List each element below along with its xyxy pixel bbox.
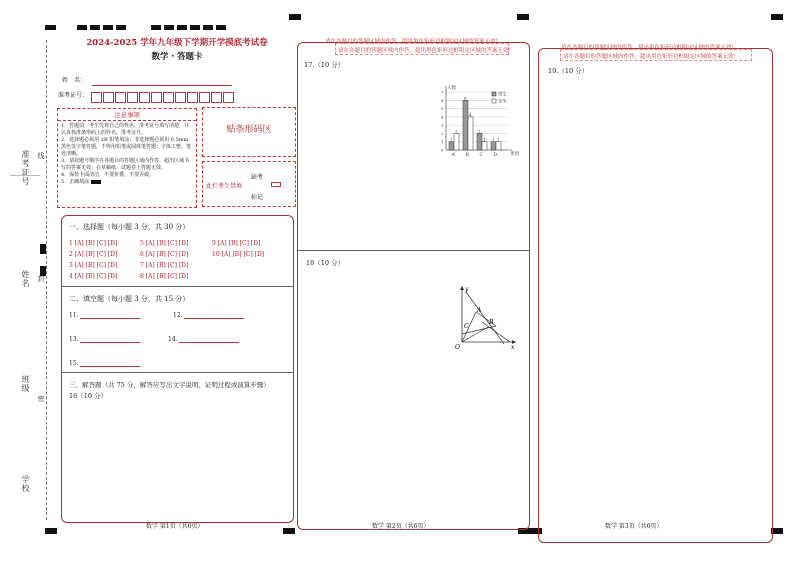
divider <box>61 372 294 373</box>
bar-女生-C <box>482 142 487 150</box>
point-A: A <box>477 307 482 314</box>
bar-value-label: 4 <box>469 111 472 117</box>
choice-q7[interactable]: 7 [A] [B] [C] [D] <box>140 262 189 269</box>
fill-q12: 12. <box>173 312 244 319</box>
divider <box>61 286 294 287</box>
bar-value-label: 6 <box>464 95 467 101</box>
name-field[interactable] <box>92 85 232 86</box>
bar-value-label: 2 <box>478 128 481 134</box>
choice-q9[interactable]: 9 [A] [B] [C] [D] <box>212 240 261 247</box>
fill-sample-icon <box>91 180 101 184</box>
absent-bottom: 标记 <box>251 194 264 201</box>
warning-text-4: 请在各题目的答题区域内作答，超出黑色矩形边框限定区域的答案无效！ <box>563 54 740 60</box>
y-arrow-icon <box>460 286 464 290</box>
y-tick-label: 3 <box>441 122 444 128</box>
side-label-name: 姓名 <box>21 270 30 288</box>
legend-label: 女生 <box>498 99 507 105</box>
side-divider <box>10 175 40 176</box>
corner-mark <box>771 14 783 20</box>
fill-q11: 11. <box>69 312 140 319</box>
point-B: B <box>489 319 494 326</box>
bar-value-label: 1 <box>492 136 495 142</box>
choice-q2[interactable]: 2 [A] [B] [C] [D] <box>69 251 118 258</box>
bar-value-label: 1 <box>483 136 486 142</box>
absent-box <box>202 161 296 207</box>
legend-swatch <box>492 99 496 103</box>
barcode-area <box>202 107 296 157</box>
bar-value-label: 1 <box>450 136 453 142</box>
choice-q4[interactable]: 4 [A] [B] [C] [D] <box>69 273 118 280</box>
q17-label: 17.（10 分） <box>304 61 345 69</box>
bar-value-label: 2 <box>455 128 458 134</box>
x-tick-label: C <box>479 153 483 158</box>
side-label-class: 班级 <box>21 375 30 393</box>
bar-女生-A <box>454 133 459 150</box>
top-marks-group <box>77 15 129 34</box>
y-tick-label: 2 <box>441 130 444 136</box>
barcode-label: 贴条形码区 <box>226 125 272 135</box>
side-label-dense: 密 <box>37 395 45 403</box>
q18-label: 18（10 分） <box>306 259 345 267</box>
notice-item: 1．答题前，考生先将自己的姓名、准考证号填写清楚，并认真核准条形码上的姓名、准考证号。 <box>61 123 190 136</box>
top-marks-left <box>45 15 59 34</box>
choice-q3[interactable]: 3 [A] [B] [C] [D] <box>69 262 118 269</box>
corner-mark <box>45 528 57 534</box>
warning-banner-3 <box>560 49 752 61</box>
y-tick-label: 5 <box>441 106 444 112</box>
id-label: 准考证号： <box>58 92 89 99</box>
y-label: y <box>465 286 469 293</box>
q16-label: 16（10 分） <box>69 392 108 400</box>
page-title: 2024-2025 学年九年级下学期开学摸底考试卷 <box>86 38 268 48</box>
notice-item: 5．正确填涂 <box>61 179 193 186</box>
fill-q14: 14. <box>168 336 239 343</box>
y-tick-label: 1 <box>441 139 444 145</box>
fill-q13: 13. <box>69 336 140 343</box>
id-boxes[interactable] <box>91 88 235 107</box>
side-label-id: 准考证号 <box>21 150 30 186</box>
section1-title: 一、选择题（每小题 3 分，共 30 分） <box>69 223 190 231</box>
q18-geometry-figure <box>452 282 522 354</box>
top-marks-group-2 <box>151 15 229 34</box>
line-3 <box>482 322 510 342</box>
warning-text-2: 请在各题目的答题区域内作答，超出黑色矩形边框限定区域的答案无效！ <box>338 48 515 54</box>
bar-男生-C <box>477 133 482 150</box>
notice-item: 2．选择题必须用 2B 铅笔填涂；非选择题必须用 0.5mm 黑色签字笔答题，不得用铅笔或圆珠笔答题；字体工整、笔迹清晰。 <box>61 137 192 157</box>
choice-q5[interactable]: 5 [A] [B] [C] [D] <box>140 240 189 247</box>
absent-checkbox[interactable] <box>271 182 281 187</box>
y-tick-label: 6 <box>441 97 444 103</box>
bar-value-label: 1 <box>497 136 500 142</box>
divider <box>298 250 529 251</box>
legend-swatch <box>492 92 496 96</box>
x-tick-label: A <box>451 153 455 158</box>
notice-box <box>57 108 197 208</box>
x-tick-label: D <box>493 153 498 158</box>
choice-q6[interactable]: 6 [A] [B] [C] [D] <box>140 251 189 258</box>
binding-line <box>46 40 47 520</box>
warning-text-3: 请在各题目的答题区域内作答，超出黑色矩形边框限定区域的答案无效！ <box>561 45 738 51</box>
side-label-seal: 封 <box>37 275 45 283</box>
bar-男生-D <box>491 142 496 150</box>
choice-q10[interactable]: 10 [A] [B] [C] [D] <box>212 251 265 258</box>
notice-item: 4．保持卡面清洁，不要折叠，不要弄破。 <box>61 172 155 178</box>
choice-q1[interactable]: 1 [A] [B] [C] [D] <box>69 240 118 247</box>
y-tick-label: 0 <box>441 147 444 153</box>
q19-label: 19.（10 分） <box>548 67 589 75</box>
q17-bar-chart <box>432 84 522 164</box>
notice-list <box>58 121 196 188</box>
page-subtitle: 数学・答题卡 <box>151 52 203 62</box>
bar-女生-B <box>468 117 473 150</box>
y-tick-label: 4 <box>441 114 444 120</box>
footer-p2: 数学 第2页（共6页） <box>372 523 430 530</box>
bar-男生-B <box>463 100 468 150</box>
section2-title: 二、填空题（每小题 3 分，共 15 分） <box>69 295 190 303</box>
y-tick-label: 7 <box>441 89 444 95</box>
y-axis-label: 人数 <box>447 86 456 91</box>
notice-title: 注意事项 <box>58 110 196 121</box>
warning-banner <box>335 43 515 55</box>
x-label: x <box>511 344 515 351</box>
notice-item: 3．请按题号顺序在各题目的答题区域内作答，超出区域书写的答案无效；在草稿纸、试题卷上答题无效。 <box>61 158 190 171</box>
answer-box-p3 <box>538 48 773 543</box>
corner-mark <box>517 14 529 20</box>
absent-top: 缺考 <box>251 174 264 181</box>
x-axis-label: 类别 <box>510 152 519 157</box>
warning-text: 请在各题目的答题区域内作答，超出黑色矩形边框限定区域的答案无效！ <box>325 39 502 45</box>
bar-女生-D <box>496 142 501 150</box>
footer-p1: 数学 第1页（共6页） <box>146 523 204 530</box>
point-C: C <box>464 323 469 330</box>
name-label: 姓 名： <box>62 77 87 84</box>
corner-mark <box>289 14 301 20</box>
corner-mark <box>283 528 295 534</box>
section3-title: 三、解答题（共 75 分，解答应写出文字说明、证明过程或演算步骤） <box>69 381 270 389</box>
absent-label: 此栏考生禁填 <box>206 183 243 190</box>
origin-label: O <box>455 344 460 351</box>
legend-label: 男生 <box>498 92 507 98</box>
footer-p3: 数学 第3页（共6页） <box>605 523 663 530</box>
side-label-line: 线 <box>37 152 45 160</box>
x-tick-label: B <box>465 153 469 158</box>
bar-男生-A <box>449 142 454 150</box>
choice-q8[interactable]: 8 [A] [B] [C] [D] <box>140 273 189 280</box>
side-label-school: 学校 <box>21 475 30 493</box>
fill-q15: 15. <box>69 360 140 367</box>
